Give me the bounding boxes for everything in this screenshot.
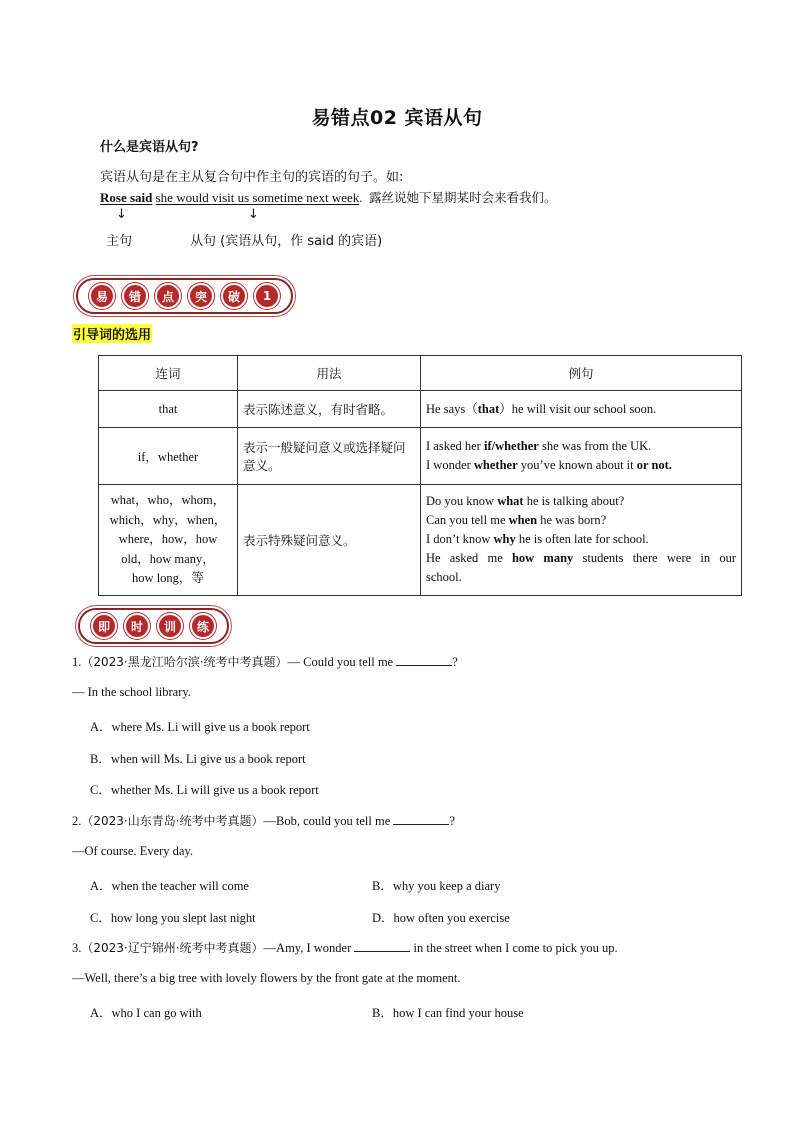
- question-2-option-b[interactable]: B．why you keep a diary: [372, 879, 501, 893]
- badge-char: 突: [188, 283, 214, 309]
- page-title: 易错点02 宾语从句: [311, 107, 483, 129]
- question-1-option-b[interactable]: B．when will Ms. Li give us a book report: [90, 752, 306, 766]
- badge-char: 1: [254, 283, 280, 309]
- cell-example: I asked her if/whether she was from the UK. I wonder whether you’ve known about it or not.: [421, 428, 742, 485]
- table-header-row: [99, 356, 742, 391]
- section-badge-practice: [78, 608, 229, 644]
- cell-conjunction: what，who，whom， which，why，when， where，how，how old，how many， how long，等: [99, 485, 238, 596]
- question-2-option-c[interactable]: C．how long you slept last night: [90, 911, 256, 925]
- example-main-clause: Rose said: [100, 190, 153, 205]
- header-usage: 用法: [238, 356, 421, 391]
- question-3-reply: —Well, there’s a big tree with lovely flowers by the front gate at the moment.: [72, 971, 461, 985]
- badge-char: 点: [155, 283, 181, 309]
- question-1-option-a[interactable]: A．where Ms. Li will give us a book report: [90, 720, 310, 734]
- section-badge-error-point-1: [76, 278, 293, 314]
- section-heading: 引导词的选用: [72, 324, 152, 343]
- question-1-option-c[interactable]: C．whether Ms. Li will give us a book report: [90, 783, 319, 797]
- down-arrow-icon: ↓: [248, 207, 259, 222]
- question-2-reply: —Of course. Every day.: [72, 844, 194, 858]
- badge-char: 训: [157, 613, 183, 639]
- cell-usage: 表示陈述意义，有时省略。: [238, 391, 421, 428]
- answer-blank: [354, 939, 410, 952]
- question-1-stem: 1.（2023·黑龙江哈尔滨·统考中考真题）— Could you tell me ?: [72, 655, 458, 669]
- example-punct: .: [359, 190, 363, 205]
- cell-usage: 表示特殊疑问意义。: [238, 485, 421, 596]
- question-3-option-a[interactable]: A．who I can go with: [90, 1006, 202, 1020]
- question-2-option-d[interactable]: D．how often you exercise: [372, 911, 510, 925]
- answer-blank: [396, 653, 452, 666]
- badge-char: 练: [190, 613, 216, 639]
- cell-example: Do you know what he is talking about? Can you tell me when he was born? I don’t know why he is often late for school. He asked me how many students there were in our school.: [421, 485, 742, 596]
- conjunction-table: [98, 355, 742, 596]
- cell-conjunction: if，whether: [99, 428, 238, 485]
- badge-char: 时: [124, 613, 150, 639]
- question-2-stem: 2.（2023·山东青岛·统考中考真题）—Bob, could you tell me ?: [72, 814, 455, 828]
- intro-question: 什么是宾语从句?: [100, 140, 199, 155]
- label-main-clause: 主句: [106, 234, 133, 249]
- intro-definition: 宾语从句是在主从复合句中作主句的宾语的句子。如:: [100, 170, 404, 185]
- table-row: [99, 428, 742, 485]
- down-arrow-icon: ↓: [116, 207, 127, 222]
- cell-example: He says（that）he will visit our school soon.: [421, 391, 742, 428]
- intro-example: [100, 188, 557, 206]
- example-object-clause: she would visit us sometime next week: [155, 190, 360, 205]
- header-example: 例句: [421, 356, 742, 391]
- label-object-clause: 从句 (宾语从句，作 said 的宾语): [190, 234, 383, 249]
- badge-char: 破: [221, 283, 247, 309]
- question-1-reply: — In the school library.: [72, 685, 191, 699]
- question-3-stem: 3.（2023·辽宁锦州·统考中考真题）—Amy, I wonder in the street when I come to pick you up.: [72, 941, 618, 955]
- header-conjunction: 连词: [99, 356, 238, 391]
- badge-char: 即: [91, 613, 117, 639]
- table-row: [99, 485, 742, 596]
- cell-usage: 表示一般疑问意义或选择疑问意义。: [238, 428, 421, 485]
- table-row: [99, 391, 742, 428]
- question-2-option-a[interactable]: A．when the teacher will come: [90, 879, 249, 893]
- badge-char: 错: [122, 283, 148, 309]
- example-translation: 露丝说她下星期某时会来看我们。: [369, 190, 557, 205]
- cell-conjunction: that: [99, 391, 238, 428]
- badge-char: 易: [89, 283, 115, 309]
- question-3-option-b[interactable]: B．how I can find your house: [372, 1006, 524, 1020]
- answer-blank: [393, 812, 449, 825]
